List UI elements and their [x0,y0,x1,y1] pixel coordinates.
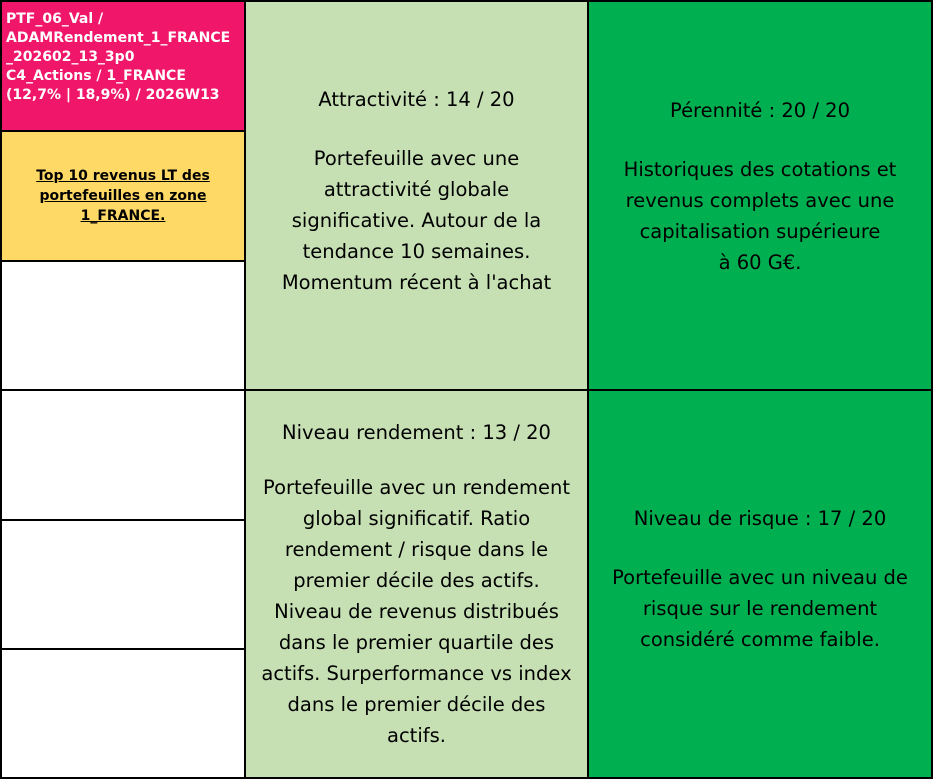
perennite-cell [587,0,933,391]
empty-cell [0,519,246,650]
rendement-text-line: rendement / risque dans le [284,538,549,561]
portfolio-title-line: C4_Actions / 1_FRANCE [6,68,186,84]
portfolio-title-line: ADAMRendement_1_FRANCE [6,30,231,46]
attractivite-text-line: tendance 10 semaines. [302,239,531,263]
attractivite-text-line: attractivité globale [323,177,510,201]
risque-cell [587,389,933,779]
risque-heading: Niveau de risque : 17 / 20 [633,507,887,530]
portfolio-title-line: PTF_06_Val / [6,11,104,27]
portfolio-title-cell [0,0,246,132]
rendement-text-line: actifs. Surperformance vs index [261,662,572,685]
portfolio-title-line: (12,7% | 18,9%) / 2026W13 [6,87,220,103]
empty-cell [0,389,246,521]
rendement-text-line: Niveau de revenus distribués [274,600,559,623]
risque-text-line: Portefeuille avec un niveau de [612,566,908,589]
perennite-text-line: revenus complets avec une [625,189,895,212]
risque-text-line: risque sur le rendement [642,597,878,620]
attractivite-cell [244,0,589,391]
attractivite-text-line: Portefeuille avec une [313,146,520,170]
perennite-text-line: capitalisation supérieure [639,220,881,243]
perennite-text-line: Historiques des cotations et [623,158,897,181]
attractivite-text-line: significative. Autour de la [291,208,542,232]
rendement-text-line: dans le premier décile des [287,693,546,716]
portfolio-title-line: _202602_13_3p0 [6,49,135,65]
subtitle-line: Top 10 revenus LT des [36,168,210,184]
rendement-text-line: actifs. [387,724,446,747]
rendement-text-line: global significatif. Ratio [302,507,531,530]
perennite-text-line: à 60 G€. [718,251,802,274]
empty-cell [0,260,246,391]
attractivite-heading: Attractivité : 14 / 20 [318,87,515,111]
attractivite-text-line: Momentum récent à l'achat [281,270,552,294]
rendement-text-line: Portefeuille avec un rendement [263,476,570,499]
rendement-cell [244,389,589,779]
rendement-text-line: premier décile des actifs. [293,569,540,592]
empty-cell [0,648,246,779]
portfolio-subtitle-cell [0,130,246,262]
risque-text-line: considéré comme faible. [640,628,880,651]
perennite-heading: Pérennité : 20 / 20 [670,99,850,122]
subtitle-line: portefeuilles en zone [39,188,207,204]
rendement-heading: Niveau rendement : 13 / 20 [282,421,551,444]
subtitle-line: 1_FRANCE. [80,208,166,224]
rendement-text-line: dans le premier quartile des [278,631,555,654]
